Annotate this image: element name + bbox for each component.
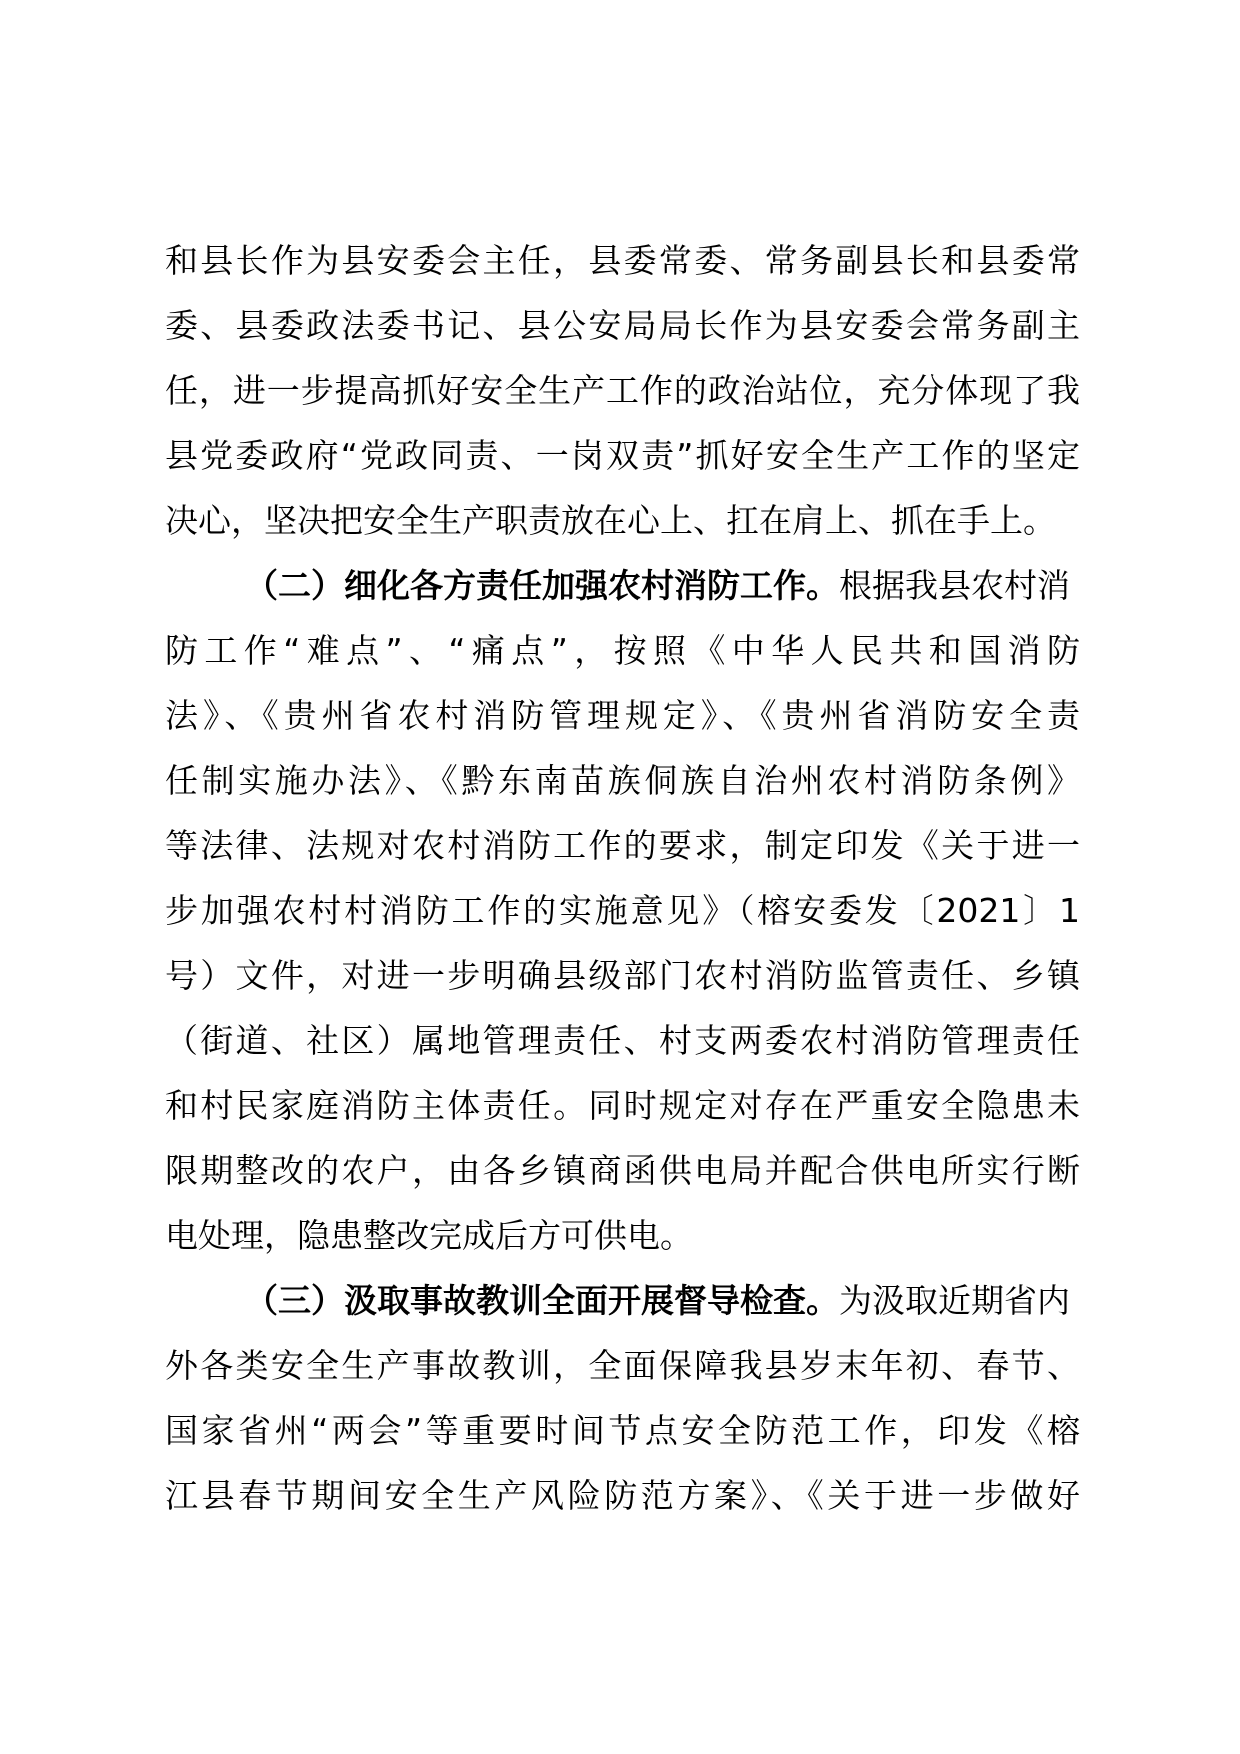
paragraph-1 bbox=[165, 228, 1080, 553]
text-run: 根据我县农村消 bbox=[839, 566, 1070, 605]
text-line: 决心，坚决把安全生产职责放在心上、扛在肩上、抓在手上。 bbox=[165, 501, 1056, 540]
text-line: 和县长作为县安委会主任，县委常委、常务副县长和县委常 bbox=[165, 241, 1080, 280]
paragraph-2 bbox=[165, 553, 1080, 1268]
paragraph-3 bbox=[165, 1268, 1080, 1528]
text-line: 号）文件，对进一步明确县级部门农村消防监管责任、乡镇 bbox=[165, 956, 1080, 995]
text-line bbox=[165, 1268, 1080, 1333]
text-line: 步加强农村村消防工作的实施意见》（榕安委发〔2021〕1 bbox=[165, 891, 1080, 930]
text-line: 限期整改的农户，由各乡镇商函供电局并配合供电所实行断 bbox=[165, 1151, 1080, 1190]
text-line: 江县春节期间安全生产风险防范方案》、《关于进一步做好 bbox=[165, 1476, 1080, 1515]
text-line: 县党委政府“党政同责、一岗双责”抓好安全生产工作的坚定 bbox=[165, 436, 1080, 475]
document-body bbox=[165, 228, 1080, 1528]
text-line: （街道、社区）属地管理责任、村支两委农村消防管理责任 bbox=[165, 1021, 1080, 1060]
text-line: 法》、《贵州省农村消防管理规定》、《贵州省消防安全责 bbox=[165, 696, 1080, 735]
text-line: 国家省州“两会”等重要时间节点安全防范工作，印发《榕 bbox=[165, 1411, 1080, 1450]
text-line: 任制实施办法》、《黔东南苗族侗族自治州农村消防条例》 bbox=[165, 761, 1080, 800]
section-heading: （二）细化各方责任加强农村消防工作。 bbox=[245, 566, 839, 605]
text-line: 外各类安全生产事故教训，全面保障我县岁末年初、春节、 bbox=[165, 1346, 1080, 1385]
text-line: 防工作“难点”、“痛点”，按照《中华人民共和国消防 bbox=[165, 631, 1080, 670]
text-run: 为汲取近期省内 bbox=[839, 1281, 1070, 1320]
text-line: 等法律、法规对农村消防工作的要求，制定印发《关于进一 bbox=[165, 826, 1080, 865]
text-line: 委、县委政法委书记、县公安局局长作为县安委会常务副主 bbox=[165, 306, 1080, 345]
text-line: 和村民家庭消防主体责任。同时规定对存在严重安全隐患未 bbox=[165, 1086, 1080, 1125]
text-line: 电处理，隐患整改完成后方可供电。 bbox=[165, 1216, 693, 1255]
section-heading: （三）汲取事故教训全面开展督导检查。 bbox=[245, 1281, 839, 1320]
text-line: 任，进一步提高抓好安全生产工作的政治站位，充分体现了我 bbox=[165, 371, 1080, 410]
text-line bbox=[165, 553, 1080, 618]
